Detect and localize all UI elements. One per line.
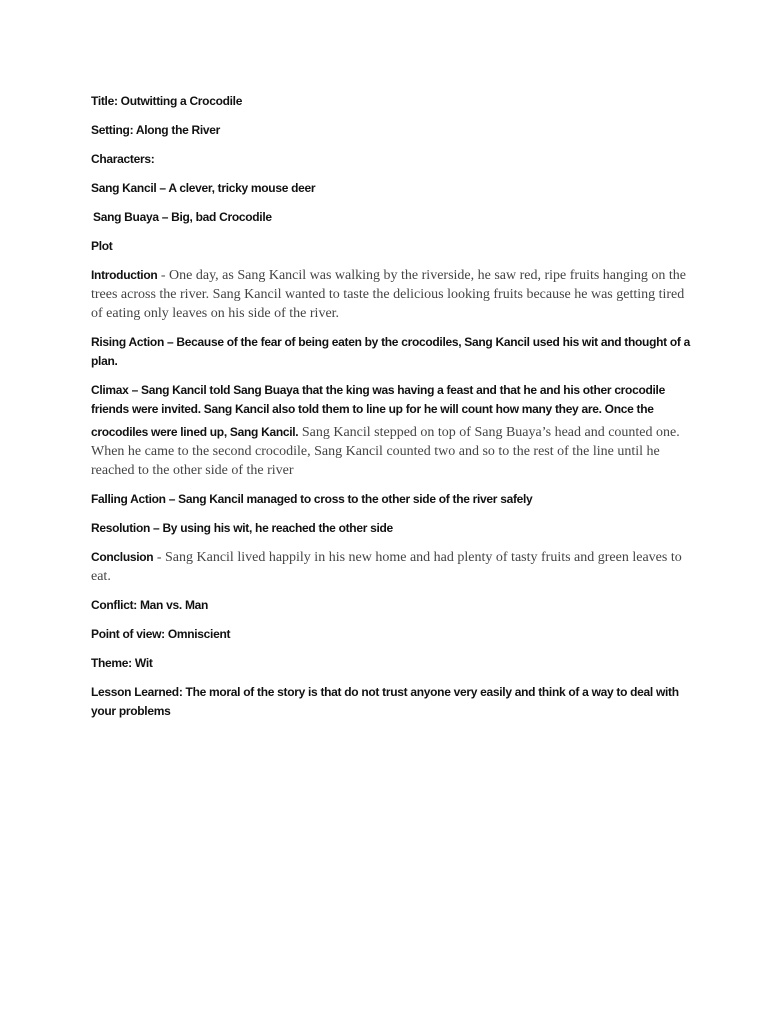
point-of-view: Point of view: Omniscient (91, 627, 231, 641)
climax-bold-text: crocodiles were lined up, Sang Kancil. (91, 425, 299, 439)
character-sang-buaya: Sang Buaya – Big, bad Crocodile (93, 210, 272, 224)
story-setting: Setting: Along the River (91, 123, 221, 137)
conclusion-paragraph (91, 548, 691, 586)
introduction-text: - One day, as Sang Kancil was walking by the riverside, he saw red, ripe fruits hanging on the trees across the river. Sang Kancil wanted to taste the delicious looking fruits because he was getting tired of eating only leaves on his side of the river. (91, 268, 687, 321)
resolution: Resolution – By using his wit, he reached the other side (91, 521, 393, 535)
plot-heading: Plot (91, 239, 113, 253)
story-title: Title: Outwitting a Crocodile (91, 94, 243, 108)
conclusion-text: - Sang Kancil lived happily in his new home and had plenty of tasty fruits and green leaves to eat. (91, 550, 682, 584)
document-page (91, 92, 691, 731)
characters-heading: Characters: (91, 152, 155, 166)
lesson-learned: Lesson Learned: The moral of the story is that do not trust anyone very easily and think of a way to deal with your problems (91, 685, 679, 718)
conclusion-label: Conclusion (91, 550, 154, 564)
introduction-label: Introduction (91, 268, 158, 282)
introduction-paragraph (91, 266, 691, 323)
falling-action: Falling Action – Sang Kancil managed to cross to the other side of the river safely (91, 492, 533, 506)
climax-paragraph: Climax – Sang Kancil told Sang Buaya that the king was having a feast and that he and his other crocodile friends were invited. Sang Kancil also told them to line up for he will count how many they are. Once the (91, 383, 665, 416)
theme: Theme: Wit (91, 656, 153, 670)
character-sang-kancil: Sang Kancil – A clever, tricky mouse deer (91, 181, 316, 195)
climax-text: Sang Kancil stepped on top of Sang Buaya’s head and counted one. When he came to the second crocodile, Sang Kancil counted two and so to the rest of the line until he reached to the other side of the river (91, 425, 680, 478)
climax-continuation (91, 423, 691, 480)
conflict: Conflict: Man vs. Man (91, 598, 209, 612)
rising-action: Rising Action – Because of the fear of being eaten by the crocodiles, Sang Kancil used his wit and thought of a plan. (91, 335, 691, 368)
